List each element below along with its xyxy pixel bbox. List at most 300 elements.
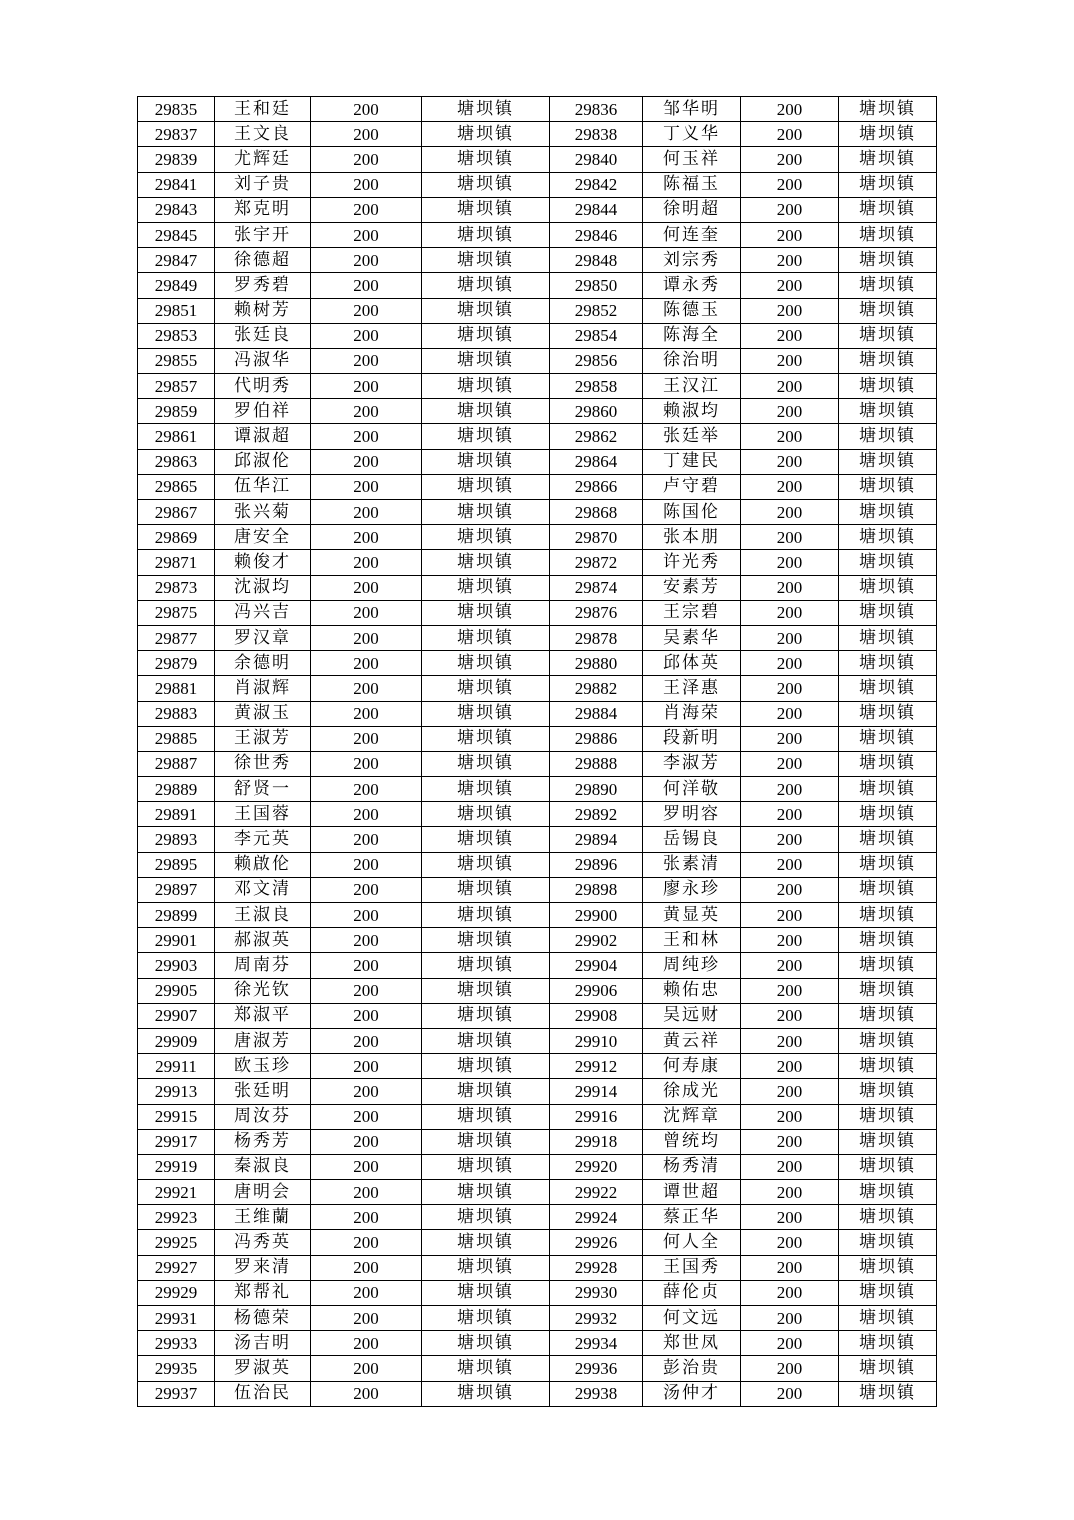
town-name-cell: 塘坝镇 xyxy=(839,1381,937,1406)
record-id-cell: 29836 xyxy=(550,97,643,122)
person-name-cell: 杨德荣 xyxy=(215,1306,311,1331)
amount-cell: 200 xyxy=(311,424,422,449)
town-name-cell: 塘坝镇 xyxy=(422,348,550,373)
town-name-cell: 塘坝镇 xyxy=(422,701,550,726)
person-name-cell: 薛伦贞 xyxy=(643,1280,741,1305)
amount-cell: 200 xyxy=(311,172,422,197)
amount-cell: 200 xyxy=(311,348,422,373)
amount-cell: 200 xyxy=(311,1079,422,1104)
table-row xyxy=(138,273,937,298)
person-name-cell: 杨秀清 xyxy=(643,1154,741,1179)
record-id-cell: 29908 xyxy=(550,1003,643,1028)
town-name-cell: 塘坝镇 xyxy=(422,802,550,827)
record-id-cell: 29852 xyxy=(550,298,643,323)
table-row xyxy=(138,1306,937,1331)
town-name-cell: 塘坝镇 xyxy=(839,701,937,726)
amount-cell: 200 xyxy=(311,1331,422,1356)
amount-cell: 200 xyxy=(741,1028,839,1053)
amount-cell: 200 xyxy=(741,399,839,424)
town-name-cell: 塘坝镇 xyxy=(839,273,937,298)
person-name-cell: 唐明会 xyxy=(215,1180,311,1205)
person-name-cell: 陈国伦 xyxy=(643,500,741,525)
table-row xyxy=(138,1154,937,1179)
record-id-cell: 29854 xyxy=(550,323,643,348)
person-name-cell: 段新明 xyxy=(643,726,741,751)
town-name-cell: 塘坝镇 xyxy=(422,172,550,197)
person-name-cell: 罗明容 xyxy=(643,802,741,827)
amount-cell: 200 xyxy=(311,903,422,928)
record-id-cell: 29920 xyxy=(550,1154,643,1179)
table-row xyxy=(138,1028,937,1053)
person-name-cell: 何寿康 xyxy=(643,1054,741,1079)
record-id-cell: 29841 xyxy=(138,172,215,197)
amount-cell: 200 xyxy=(741,248,839,273)
person-name-cell: 杨秀芳 xyxy=(215,1129,311,1154)
amount-cell: 200 xyxy=(311,751,422,776)
person-name-cell: 王维蘭 xyxy=(215,1205,311,1230)
record-id-cell: 29838 xyxy=(550,122,643,147)
town-name-cell: 塘坝镇 xyxy=(422,852,550,877)
record-id-cell: 29873 xyxy=(138,575,215,600)
amount-cell: 200 xyxy=(741,147,839,172)
table-row xyxy=(138,1331,937,1356)
town-name-cell: 塘坝镇 xyxy=(839,298,937,323)
person-name-cell: 安素芳 xyxy=(643,575,741,600)
table-row xyxy=(138,550,937,575)
amount-cell: 200 xyxy=(311,625,422,650)
person-name-cell: 王淑芳 xyxy=(215,726,311,751)
table-row xyxy=(138,852,937,877)
table-row xyxy=(138,500,937,525)
table-row xyxy=(138,348,937,373)
person-name-cell: 唐淑芳 xyxy=(215,1028,311,1053)
record-id-cell: 29924 xyxy=(550,1205,643,1230)
person-name-cell: 王国蓉 xyxy=(215,802,311,827)
record-id-cell: 29903 xyxy=(138,953,215,978)
table-row xyxy=(138,903,937,928)
amount-cell: 200 xyxy=(311,1356,422,1381)
person-name-cell: 徐治明 xyxy=(643,348,741,373)
town-name-cell: 塘坝镇 xyxy=(422,500,550,525)
person-name-cell: 徐世秀 xyxy=(215,751,311,776)
amount-cell: 200 xyxy=(741,1003,839,1028)
amount-cell: 200 xyxy=(741,197,839,222)
amount-cell: 200 xyxy=(741,1205,839,1230)
town-name-cell: 塘坝镇 xyxy=(839,500,937,525)
record-id-cell: 29936 xyxy=(550,1356,643,1381)
town-name-cell: 塘坝镇 xyxy=(839,575,937,600)
person-name-cell: 吴素华 xyxy=(643,625,741,650)
town-name-cell: 塘坝镇 xyxy=(839,474,937,499)
town-name-cell: 塘坝镇 xyxy=(839,852,937,877)
record-id-cell: 29926 xyxy=(550,1230,643,1255)
person-name-cell: 罗汉章 xyxy=(215,625,311,650)
table-row xyxy=(138,172,937,197)
person-name-cell: 谭淑超 xyxy=(215,424,311,449)
amount-cell: 200 xyxy=(311,777,422,802)
amount-cell: 200 xyxy=(741,651,839,676)
person-name-cell: 邹华明 xyxy=(643,97,741,122)
record-id-cell: 29882 xyxy=(550,676,643,701)
person-name-cell: 刘子贵 xyxy=(215,172,311,197)
person-name-cell: 冯兴吉 xyxy=(215,600,311,625)
amount-cell: 200 xyxy=(311,978,422,1003)
person-name-cell: 郑淑平 xyxy=(215,1003,311,1028)
town-name-cell: 塘坝镇 xyxy=(839,348,937,373)
record-id-cell: 29929 xyxy=(138,1280,215,1305)
person-name-cell: 罗来清 xyxy=(215,1255,311,1280)
table-row xyxy=(138,877,937,902)
table-row xyxy=(138,147,937,172)
person-name-cell: 伍治民 xyxy=(215,1381,311,1406)
town-name-cell: 塘坝镇 xyxy=(422,197,550,222)
amount-cell: 200 xyxy=(741,1381,839,1406)
record-id-cell: 29869 xyxy=(138,525,215,550)
person-name-cell: 陈福玉 xyxy=(643,172,741,197)
amount-cell: 200 xyxy=(311,273,422,298)
amount-cell: 200 xyxy=(311,1280,422,1305)
town-name-cell: 塘坝镇 xyxy=(839,1054,937,1079)
person-name-cell: 许光秀 xyxy=(643,550,741,575)
record-id-cell: 29917 xyxy=(138,1129,215,1154)
amount-cell: 200 xyxy=(741,323,839,348)
town-name-cell: 塘坝镇 xyxy=(839,1079,937,1104)
record-id-cell: 29883 xyxy=(138,701,215,726)
person-name-cell: 周南芬 xyxy=(215,953,311,978)
person-name-cell: 何文远 xyxy=(643,1306,741,1331)
town-name-cell: 塘坝镇 xyxy=(839,676,937,701)
record-id-cell: 29922 xyxy=(550,1180,643,1205)
amount-cell: 200 xyxy=(311,374,422,399)
record-id-cell: 29888 xyxy=(550,751,643,776)
table-row xyxy=(138,1054,937,1079)
record-id-cell: 29849 xyxy=(138,273,215,298)
table-row xyxy=(138,1129,937,1154)
person-name-cell: 周汝芬 xyxy=(215,1104,311,1129)
town-name-cell: 塘坝镇 xyxy=(839,978,937,1003)
record-id-cell: 29918 xyxy=(550,1129,643,1154)
person-name-cell: 张兴菊 xyxy=(215,500,311,525)
amount-cell: 200 xyxy=(741,1054,839,1079)
town-name-cell: 塘坝镇 xyxy=(839,1331,937,1356)
table-row xyxy=(138,474,937,499)
amount-cell: 200 xyxy=(741,298,839,323)
person-name-cell: 张宇开 xyxy=(215,222,311,247)
amount-cell: 200 xyxy=(311,676,422,701)
person-name-cell: 沈辉章 xyxy=(643,1104,741,1129)
town-name-cell: 塘坝镇 xyxy=(422,978,550,1003)
town-name-cell: 塘坝镇 xyxy=(839,1205,937,1230)
town-name-cell: 塘坝镇 xyxy=(839,751,937,776)
record-id-cell: 29919 xyxy=(138,1154,215,1179)
record-id-cell: 29932 xyxy=(550,1306,643,1331)
amount-cell: 200 xyxy=(741,802,839,827)
town-name-cell: 塘坝镇 xyxy=(839,222,937,247)
record-id-cell: 29856 xyxy=(550,348,643,373)
amount-cell: 200 xyxy=(311,1205,422,1230)
record-id-cell: 29875 xyxy=(138,600,215,625)
amount-cell: 200 xyxy=(311,474,422,499)
table-row xyxy=(138,1003,937,1028)
person-name-cell: 罗淑英 xyxy=(215,1356,311,1381)
amount-cell: 200 xyxy=(311,399,422,424)
amount-cell: 200 xyxy=(741,172,839,197)
record-id-cell: 29874 xyxy=(550,575,643,600)
table-row xyxy=(138,802,937,827)
town-name-cell: 塘坝镇 xyxy=(839,374,937,399)
record-id-cell: 29927 xyxy=(138,1255,215,1280)
person-name-cell: 尤辉廷 xyxy=(215,147,311,172)
person-name-cell: 何连奎 xyxy=(643,222,741,247)
town-name-cell: 塘坝镇 xyxy=(422,751,550,776)
town-name-cell: 塘坝镇 xyxy=(422,1054,550,1079)
record-id-cell: 29914 xyxy=(550,1079,643,1104)
town-name-cell: 塘坝镇 xyxy=(839,1129,937,1154)
table-row xyxy=(138,751,937,776)
amount-cell: 200 xyxy=(741,449,839,474)
record-id-cell: 29921 xyxy=(138,1180,215,1205)
person-name-cell: 郑克明 xyxy=(215,197,311,222)
amount-cell: 200 xyxy=(311,928,422,953)
record-id-cell: 29855 xyxy=(138,348,215,373)
person-name-cell: 蔡正华 xyxy=(643,1205,741,1230)
person-name-cell: 陈海全 xyxy=(643,323,741,348)
record-id-cell: 29859 xyxy=(138,399,215,424)
record-id-cell: 29913 xyxy=(138,1079,215,1104)
town-name-cell: 塘坝镇 xyxy=(422,323,550,348)
town-name-cell: 塘坝镇 xyxy=(422,1331,550,1356)
town-name-cell: 塘坝镇 xyxy=(422,1255,550,1280)
record-id-cell: 29867 xyxy=(138,500,215,525)
town-name-cell: 塘坝镇 xyxy=(422,1280,550,1305)
amount-cell: 200 xyxy=(311,1129,422,1154)
amount-cell: 200 xyxy=(311,1054,422,1079)
town-name-cell: 塘坝镇 xyxy=(839,1306,937,1331)
table-row xyxy=(138,97,937,122)
town-name-cell: 塘坝镇 xyxy=(839,1028,937,1053)
person-name-cell: 邓文清 xyxy=(215,877,311,902)
table-row xyxy=(138,323,937,348)
amount-cell: 200 xyxy=(741,222,839,247)
person-name-cell: 罗秀碧 xyxy=(215,273,311,298)
amount-cell: 200 xyxy=(741,500,839,525)
record-id-cell: 29909 xyxy=(138,1028,215,1053)
record-id-cell: 29912 xyxy=(550,1054,643,1079)
person-name-cell: 王淑良 xyxy=(215,903,311,928)
table-row xyxy=(138,827,937,852)
table-row xyxy=(138,1180,937,1205)
amount-cell: 200 xyxy=(311,1154,422,1179)
person-name-cell: 陈德玉 xyxy=(643,298,741,323)
table-row xyxy=(138,928,937,953)
person-name-cell: 徐成光 xyxy=(643,1079,741,1104)
table-row xyxy=(138,1104,937,1129)
record-id-cell: 29889 xyxy=(138,777,215,802)
town-name-cell: 塘坝镇 xyxy=(839,399,937,424)
amount-cell: 200 xyxy=(741,1356,839,1381)
amount-cell: 200 xyxy=(311,600,422,625)
table-row xyxy=(138,298,937,323)
town-name-cell: 塘坝镇 xyxy=(422,1003,550,1028)
person-name-cell: 张素清 xyxy=(643,852,741,877)
town-name-cell: 塘坝镇 xyxy=(839,625,937,650)
town-name-cell: 塘坝镇 xyxy=(422,1381,550,1406)
record-id-cell: 29881 xyxy=(138,676,215,701)
person-name-cell: 郑帮礼 xyxy=(215,1280,311,1305)
record-id-cell: 29877 xyxy=(138,625,215,650)
record-id-cell: 29858 xyxy=(550,374,643,399)
amount-cell: 200 xyxy=(741,600,839,625)
amount-cell: 200 xyxy=(741,1331,839,1356)
record-id-cell: 29907 xyxy=(138,1003,215,1028)
record-id-cell: 29871 xyxy=(138,550,215,575)
person-name-cell: 张廷举 xyxy=(643,424,741,449)
record-id-cell: 29900 xyxy=(550,903,643,928)
town-name-cell: 塘坝镇 xyxy=(422,1104,550,1129)
amount-cell: 200 xyxy=(741,953,839,978)
person-name-cell: 赖淑均 xyxy=(643,399,741,424)
amount-cell: 200 xyxy=(311,550,422,575)
table-body xyxy=(138,97,937,1407)
record-id-cell: 29876 xyxy=(550,600,643,625)
person-name-cell: 王和廷 xyxy=(215,97,311,122)
amount-cell: 200 xyxy=(311,197,422,222)
subsidy-table xyxy=(137,96,937,1407)
record-id-cell: 29894 xyxy=(550,827,643,852)
record-id-cell: 29847 xyxy=(138,248,215,273)
record-id-cell: 29895 xyxy=(138,852,215,877)
town-name-cell: 塘坝镇 xyxy=(839,726,937,751)
person-name-cell: 汤仲才 xyxy=(643,1381,741,1406)
town-name-cell: 塘坝镇 xyxy=(839,1255,937,1280)
town-name-cell: 塘坝镇 xyxy=(839,97,937,122)
amount-cell: 200 xyxy=(741,374,839,399)
record-id-cell: 29899 xyxy=(138,903,215,928)
person-name-cell: 吴远财 xyxy=(643,1003,741,1028)
table-row xyxy=(138,575,937,600)
amount-cell: 200 xyxy=(311,449,422,474)
amount-cell: 200 xyxy=(741,1129,839,1154)
town-name-cell: 塘坝镇 xyxy=(422,676,550,701)
amount-cell: 200 xyxy=(311,953,422,978)
town-name-cell: 塘坝镇 xyxy=(422,827,550,852)
person-name-cell: 徐德超 xyxy=(215,248,311,273)
town-name-cell: 塘坝镇 xyxy=(839,1180,937,1205)
person-name-cell: 代明秀 xyxy=(215,374,311,399)
town-name-cell: 塘坝镇 xyxy=(422,298,550,323)
amount-cell: 200 xyxy=(741,1230,839,1255)
record-id-cell: 29925 xyxy=(138,1230,215,1255)
record-id-cell: 29916 xyxy=(550,1104,643,1129)
person-name-cell: 何玉祥 xyxy=(643,147,741,172)
amount-cell: 200 xyxy=(741,625,839,650)
person-name-cell: 岳锡良 xyxy=(643,827,741,852)
town-name-cell: 塘坝镇 xyxy=(422,273,550,298)
town-name-cell: 塘坝镇 xyxy=(422,1028,550,1053)
person-name-cell: 王文良 xyxy=(215,122,311,147)
record-id-cell: 29887 xyxy=(138,751,215,776)
person-name-cell: 张廷良 xyxy=(215,323,311,348)
amount-cell: 200 xyxy=(741,726,839,751)
table-row xyxy=(138,978,937,1003)
amount-cell: 200 xyxy=(311,1104,422,1129)
record-id-cell: 29906 xyxy=(550,978,643,1003)
town-name-cell: 塘坝镇 xyxy=(422,222,550,247)
record-id-cell: 29930 xyxy=(550,1280,643,1305)
town-name-cell: 塘坝镇 xyxy=(839,1154,937,1179)
town-name-cell: 塘坝镇 xyxy=(839,1280,937,1305)
amount-cell: 200 xyxy=(741,1180,839,1205)
town-name-cell: 塘坝镇 xyxy=(422,147,550,172)
table-row xyxy=(138,374,937,399)
town-name-cell: 塘坝镇 xyxy=(839,953,937,978)
record-id-cell: 29840 xyxy=(550,147,643,172)
table-row xyxy=(138,1255,937,1280)
person-name-cell: 黄显英 xyxy=(643,903,741,928)
person-name-cell: 王宗碧 xyxy=(643,600,741,625)
town-name-cell: 塘坝镇 xyxy=(839,877,937,902)
town-name-cell: 塘坝镇 xyxy=(839,1003,937,1028)
table-row xyxy=(138,1356,937,1381)
amount-cell: 200 xyxy=(311,298,422,323)
person-name-cell: 邱体英 xyxy=(643,651,741,676)
amount-cell: 200 xyxy=(311,525,422,550)
person-name-cell: 汤吉明 xyxy=(215,1331,311,1356)
record-id-cell: 29885 xyxy=(138,726,215,751)
table-row xyxy=(138,777,937,802)
person-name-cell: 沈淑均 xyxy=(215,575,311,600)
amount-cell: 200 xyxy=(741,348,839,373)
table-row xyxy=(138,726,937,751)
amount-cell: 200 xyxy=(741,1306,839,1331)
person-name-cell: 何洋敬 xyxy=(643,777,741,802)
amount-cell: 200 xyxy=(311,1381,422,1406)
person-name-cell: 舒贤一 xyxy=(215,777,311,802)
town-name-cell: 塘坝镇 xyxy=(839,147,937,172)
person-name-cell: 冯淑华 xyxy=(215,348,311,373)
amount-cell: 200 xyxy=(311,701,422,726)
town-name-cell: 塘坝镇 xyxy=(839,172,937,197)
town-name-cell: 塘坝镇 xyxy=(422,424,550,449)
person-name-cell: 唐安全 xyxy=(215,525,311,550)
amount-cell: 200 xyxy=(311,726,422,751)
person-name-cell: 郝淑英 xyxy=(215,928,311,953)
record-id-cell: 29864 xyxy=(550,449,643,474)
person-name-cell: 谭永秀 xyxy=(643,273,741,298)
record-id-cell: 29886 xyxy=(550,726,643,751)
amount-cell: 200 xyxy=(741,474,839,499)
record-id-cell: 29915 xyxy=(138,1104,215,1129)
amount-cell: 200 xyxy=(741,701,839,726)
record-id-cell: 29857 xyxy=(138,374,215,399)
record-id-cell: 29928 xyxy=(550,1255,643,1280)
record-id-cell: 29837 xyxy=(138,122,215,147)
table-row xyxy=(138,424,937,449)
person-name-cell: 张廷明 xyxy=(215,1079,311,1104)
amount-cell: 200 xyxy=(741,903,839,928)
table-row xyxy=(138,222,937,247)
amount-cell: 200 xyxy=(311,97,422,122)
town-name-cell: 塘坝镇 xyxy=(839,802,937,827)
person-name-cell: 徐明超 xyxy=(643,197,741,222)
record-id-cell: 29884 xyxy=(550,701,643,726)
table-row xyxy=(138,1280,937,1305)
record-id-cell: 29866 xyxy=(550,474,643,499)
record-id-cell: 29937 xyxy=(138,1381,215,1406)
amount-cell: 200 xyxy=(311,323,422,348)
person-name-cell: 王和林 xyxy=(643,928,741,953)
record-id-cell: 29898 xyxy=(550,877,643,902)
